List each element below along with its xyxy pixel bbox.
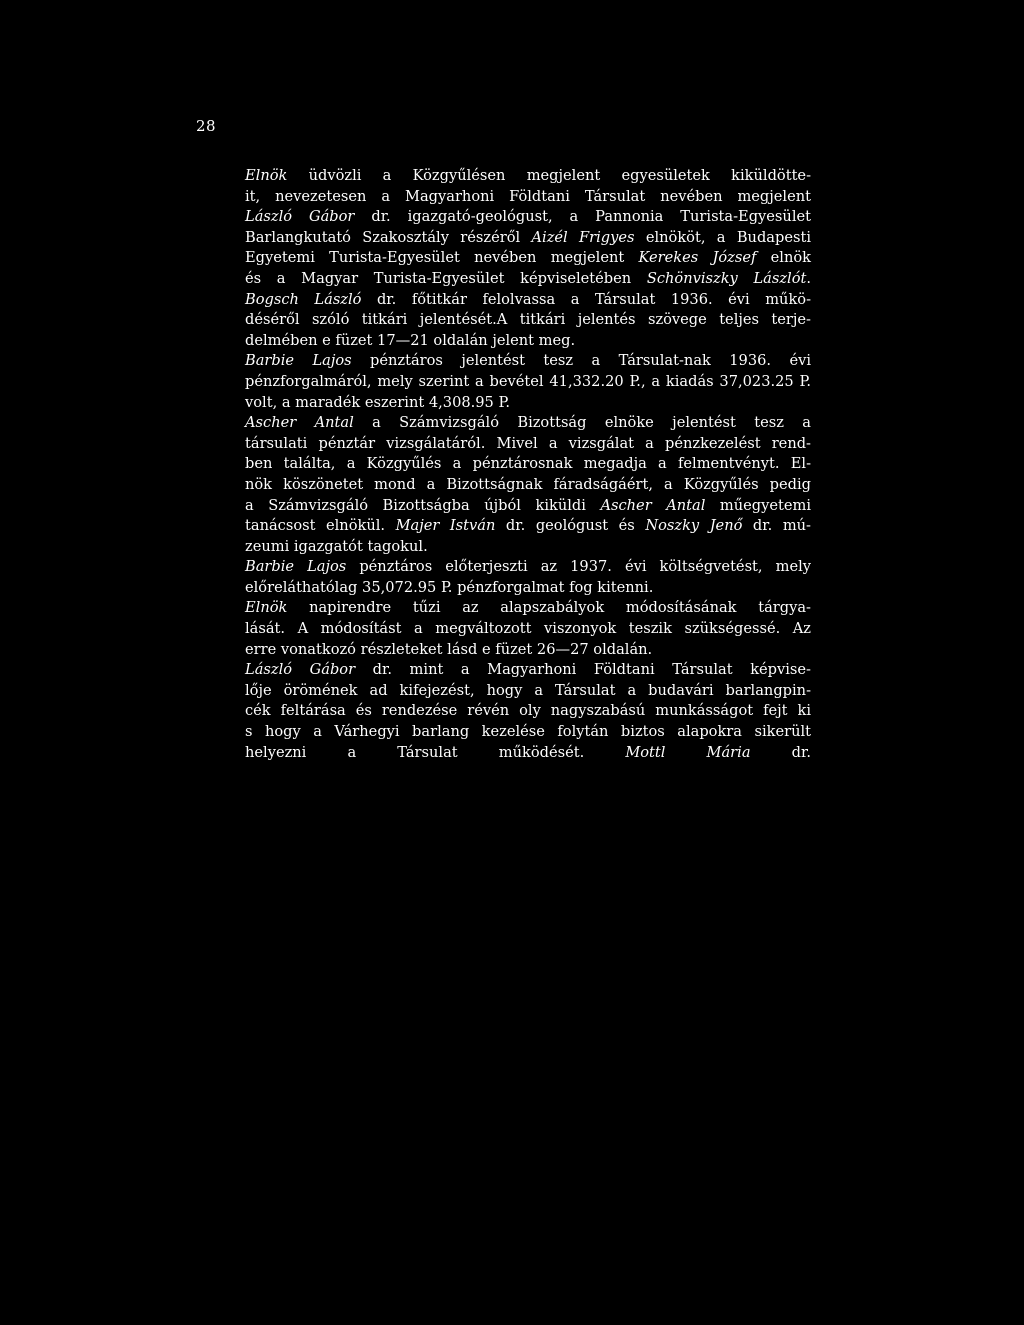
text-line: Elnök napirendre tűzi az alapszabályok módosításának tárgya- xyxy=(245,599,811,617)
text-line: it, nevezetesen a Magyarhoni Földtani Társulat nevében megjelent xyxy=(245,187,811,205)
text-line: déséről szóló titkári jelentését.A titkári jelentés szövege teljes terje- xyxy=(245,311,811,329)
text-line: cék feltárása és rendezése révén oly nagyszabású munkásságot fejt ki xyxy=(245,702,811,720)
text-line: előreláthatólag 35,072.95 P. pénzforgalmat fog kitenni. xyxy=(245,578,654,596)
text-line: volt, a maradék eszerint 4,308.95 P. xyxy=(245,393,510,411)
paragraph-treasurer-report xyxy=(199,351,811,413)
text-line: társulati pénztár vizsgálatáról. Mivel a vizsgálat a pénzkezelést rend- xyxy=(245,434,811,452)
text-line: lását. A módosítást a megváltozott viszonyok teszik szükségessé. Az xyxy=(245,620,811,638)
page-number: 28 xyxy=(196,117,217,135)
text-line-signature: helyezni a Társulat működését. Mottl Mária dr. xyxy=(245,743,811,761)
paragraph-greeting xyxy=(199,166,811,290)
text-line: Ascher Antal a Számvizsgáló Bizottság elnöke jelentést tesz a xyxy=(245,414,811,432)
text-line: nök köszönetet mond a Bizottságnak fáradságáért, a Közgyűlés pedig xyxy=(245,475,811,493)
paragraph-audit-committee xyxy=(199,413,811,557)
text-line: lője örömének ad kifejezést, hogy a Társulat a budavári barlangpin- xyxy=(245,681,811,699)
text-line: László Gábor dr. igazgató-geológust, a Pannonia Turista-Egyesület xyxy=(245,208,811,226)
text-line: pénzforgalmáról, mely szerint a bevétel 41,332.20 P., a kiadás 37,023.25 P. xyxy=(245,372,811,390)
paragraph-geological-society xyxy=(199,660,811,763)
paragraph-budget xyxy=(199,557,811,598)
text-line: ben találta, a Közgyűlés a pénztárosnak megadja a felmentvényt. El- xyxy=(245,455,811,473)
text-line: erre vonatkozó részleteket lásd e füzet 26—27 oldalán. xyxy=(245,640,653,658)
text-line: Egyetemi Turista-Egyesület nevében megjelent Kerekes József elnök xyxy=(245,249,811,267)
text-line: Elnök üdvözli a Közgyűlésen megjelent egyesületek kiküldötte- xyxy=(245,167,811,184)
document-body xyxy=(199,166,811,763)
text-line: Barbie Lajos pénztáros előterjeszti az 1937. évi költségvetést, mely xyxy=(245,558,811,576)
text-line: delmében e füzet 17—21 oldalán jelent meg. xyxy=(245,331,576,349)
text-line: s hogy a Várhegyi barlang kezelése folytán biztos alapokra sikerült xyxy=(245,723,811,741)
text-line: Barbie Lajos pénztáros jelentést tesz a Társulat-nak 1936. évi xyxy=(245,352,811,370)
text-line: zeumi igazgatót tagokul. xyxy=(245,537,428,555)
paragraph-secretary-report xyxy=(199,290,811,352)
text-line: a Számvizsgáló Bizottságba újból kiküldi Ascher Antal műegyetemi xyxy=(245,496,812,514)
paragraph-bylaws xyxy=(199,598,811,660)
text-line: Barlangkutató Szakosztály részéről Aizél Frigyes elnököt, a Budapesti xyxy=(245,228,811,246)
text-line: Bogsch László dr. főtitkár felolvassa a Társulat 1936. évi műkö- xyxy=(245,290,812,308)
text-line: tanácsost elnökül. Majer István dr. geológust és Noszky Jenő dr. mú- xyxy=(245,517,811,535)
text-line: László Gábor dr. mint a Magyarhoni Földtani Társulat képvise- xyxy=(245,661,811,679)
text-line: és a Magyar Turista-Egyesület képviseletében Schönviszky Lászlót. xyxy=(245,269,811,287)
